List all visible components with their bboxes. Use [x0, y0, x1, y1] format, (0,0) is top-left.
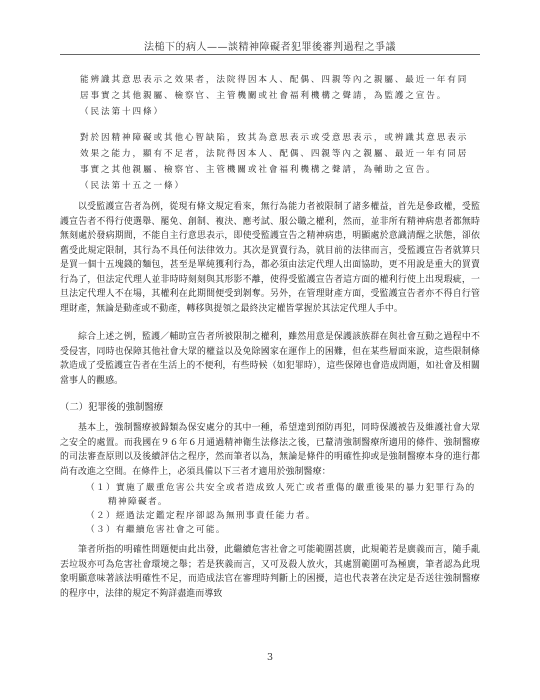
legal-quote-civil-code-15-1 — [60, 130, 480, 194]
running-header: 法槌下的病人——談精神障礙者犯罪後審判過程之爭議 — [144, 42, 396, 53]
conditions-list — [60, 481, 480, 537]
body-paragraph: 筆者所指的明確性問題便由此出發，此繼續危害社會之可能範圍甚廣，此規範若是廣義而言，隨手亂丟垃圾亦可為危害社會環境之舉；若是狹義而言，又可及殺人放火，其處罰範圍可為極廣，筆者認為此現象明顯意味著該法明確性不足，而造成法官在審理時判斷上的困擾，這也代表著在決定是否送往強制醫療的程序中，法律的規定不夠詳盡進而導致 — [60, 545, 480, 599]
list-item: （３）有繼續危害社會之可能。 — [86, 525, 226, 535]
quote-citation: （民法第十五之一條） — [80, 181, 185, 191]
legal-quote-civil-code-14 — [60, 72, 480, 120]
page-content — [60, 62, 480, 662]
quote-text: 對於因精神障礙或其他心智缺陷，致其為意思表示或受意思表示，或辨識其意思表示效果之能力，顯有不足者，法院得因本人、配偶、四親等內之親屬、最近一年有同居事實之其他親屬、檢察官、主管機關或社會福利機構之聲請，為輔助之宣告。 — [80, 133, 469, 175]
quote-text: 能辨識其意思表示之效果者，法院得因本人、配偶、四親等內之親屬、最近一年有同居事實之其他親屬、檢察官、主管機關或社會福利機構之聲請，為監護之宣告。 — [80, 75, 469, 101]
body-paragraph: 綜合上述之例，監護／輔助宣告者所被限制之權利，雖然用意是保護該族群在與社會互動之過程中不受侵害，同時也保障其他社會大眾的權益以及免除國家在運作上的困難，但在某些層面來說，這些限制條款造成了受監護宣告者在生活上的不便利，有些時候（如犯罪時），這些保障也會造成問題，如社會及相關當事人的觀感。 — [60, 332, 480, 386]
list-item: （１）實施了嚴重危害公共安全或者造成致人死亡或者重傷的嚴重後果的暴力犯罪行為的精神障礙者。 — [86, 483, 476, 507]
list-item: （２）經過法定鑑定程序卻認為無刑事責任能力者。 — [86, 511, 316, 521]
quote-citation: （民法第十四條） — [80, 107, 164, 117]
body-paragraph: 基本上，強制醫療被歸類為保安處分的其中一種，希望達到預防再犯，同時保護被告及維護社會大眾之安全的處置。而我國在９６年６月通過精神衛生法修法之後，已釐清強制醫療所適用的條件、強制醫療的司法審查原則以及後續評估之程序，然而筆者以為，無論是條件的明確性抑或是強制醫療本身的進行都尚有改進之空間。在條件上，必須具備以下三者才適用於強制醫療： — [60, 423, 480, 477]
page-number: 3 — [266, 652, 274, 663]
section-heading: （二）犯罪後的強制醫療 — [60, 402, 164, 413]
header-rule — [60, 54, 480, 55]
body-paragraph: 以受監護宣告者為例，從現有條文規定看來，無行為能力者被限制了諸多權益，首先是參政權，受監護宣告者不得行使選舉、罷免、創制、複決、應考試、服公職之權利，然而，並非所有精神病患者都無時無刻處於發病期間，不能自主行意思表示，即使受監護宣告之精神病患，明顯處於意識清醒之狀態，卻依舊受此規定限制，其行為不具任何法律效力。其次是買賣行為，就目前的法律而言，受監護宣告者就算只是買一個十五塊錢的麵包，甚至是單純獲利行為，都必須由法定代理人出面協助，更不用說是重大的買賣行為了，但法定代理人並非時時刻刻與其形影不離，使得受監護宣告者這方面的權利行使上出現瑕疵，一旦法定代理人不在場，其權利在此期間便受到剝奪。另外，在管理財產方面，受監護宣告者亦不得自行管理財產，無論是動產或不動產，轉移與提領之最終決定權皆掌握於其法定代理人手中。 — [60, 202, 480, 314]
